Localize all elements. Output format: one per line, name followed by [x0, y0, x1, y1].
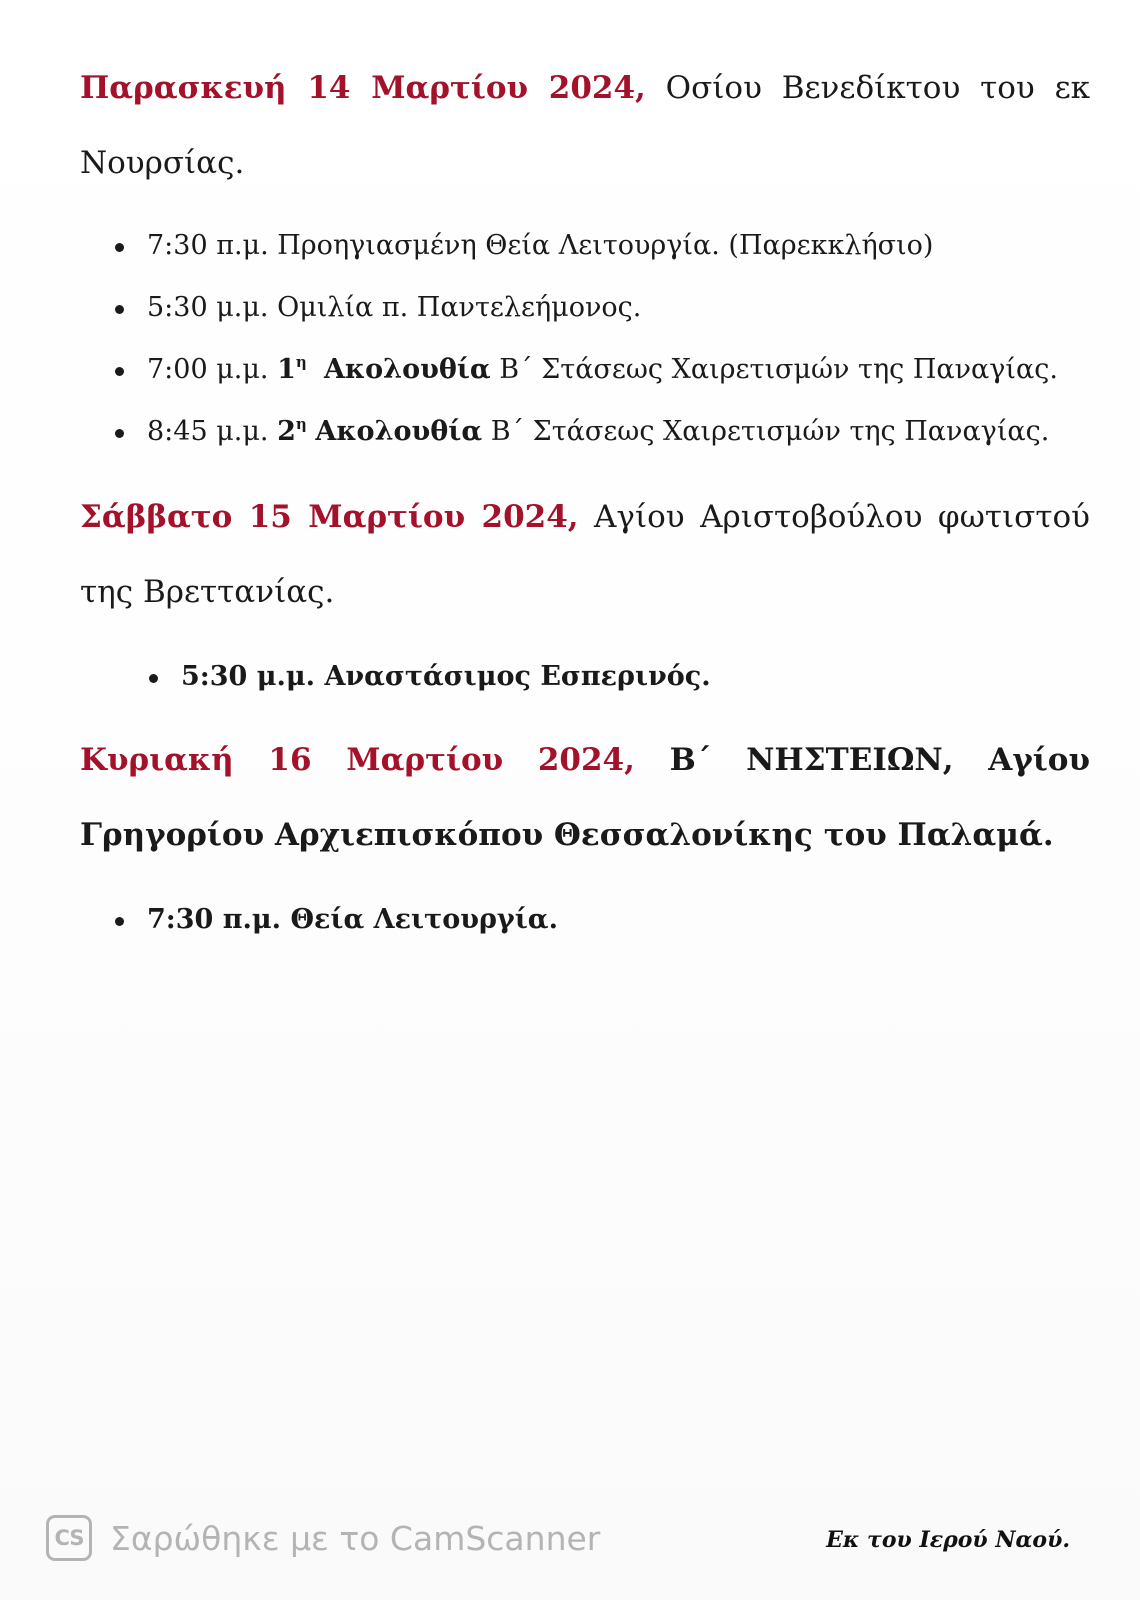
service-text: Προηγιασμένη Θεία Λειτουργία. (Παρεκκλήσιο)	[277, 230, 934, 261]
bullet-icon	[115, 917, 124, 926]
service-name: Ακολουθία	[323, 354, 491, 385]
section-date: Κυριακή 16 Μαρτίου 2024,	[80, 742, 635, 778]
bullet-icon	[115, 243, 124, 252]
signature: Εκ του Ιερού Ναού.	[826, 1527, 1070, 1553]
schedule-list-friday	[0, 228, 1058, 450]
camscanner-watermark	[46, 1513, 600, 1563]
schedule-list-sunday	[0, 902, 558, 938]
section-title: Αγίου Αριστοβούλου φωτιστού της Βρεττανίας.	[80, 499, 1090, 610]
bullet-icon	[115, 367, 124, 376]
list-item	[0, 659, 711, 695]
service-text: Β΄ Στάσεως Χαιρετισμών της Παναγίας.	[499, 354, 1058, 385]
section-heading-saturday	[80, 480, 1090, 630]
service-time: 7:00 μ.μ.	[147, 354, 269, 385]
list-item	[0, 352, 1058, 388]
section-date: Σάββατο 15 Μαρτίου 2024,	[80, 499, 579, 535]
service-text: Β΄ Στάσεως Χαιρετισμών της Παναγίας.	[490, 416, 1050, 447]
section-heading-sunday	[80, 723, 1090, 873]
section-title: Β΄ ΝΗΣΤΕΙΩΝ, Αγίου Γρηγορίου Αρχιεπισκόπου Θεσσαλονίκης του Παλαμά.	[80, 742, 1090, 853]
list-item	[0, 902, 558, 938]
watermark-text: Σαρώθηκε με το CamScanner	[110, 1518, 601, 1558]
service-time: 8:45 μ.μ.	[147, 416, 269, 447]
service-text: Ομιλία π. Παντελεήμονος.	[277, 292, 642, 323]
service-time: 7:30 π.μ.	[147, 230, 269, 261]
service-ordinal: $1^\eta$	[277, 353, 307, 385]
service-time: 5:30 μ.μ.	[147, 292, 269, 323]
section-title: Οσίου Βενεδίκτου του εκ Νουρσίας.	[80, 70, 1091, 181]
list-item	[0, 228, 1058, 264]
service-text: 7:30 π.μ. Θεία Λειτουργία.	[147, 904, 558, 935]
service-text: 5:30 μ.μ. Αναστάσιμος Εσπερινός.	[181, 661, 711, 692]
service-name: Ακολουθία	[315, 416, 483, 447]
section-heading-friday	[80, 51, 1090, 201]
bullet-icon	[115, 305, 124, 314]
section-date: Παρασκευή 14 Μαρτίου 2024,	[80, 70, 646, 106]
list-item	[0, 414, 1058, 450]
schedule-list-saturday	[0, 659, 711, 695]
bullet-icon	[115, 429, 124, 438]
list-item	[0, 290, 1058, 326]
bullet-icon	[149, 674, 158, 683]
camscanner-logo-icon: CS	[46, 1515, 92, 1561]
service-ordinal: $2^\eta$	[277, 415, 307, 447]
